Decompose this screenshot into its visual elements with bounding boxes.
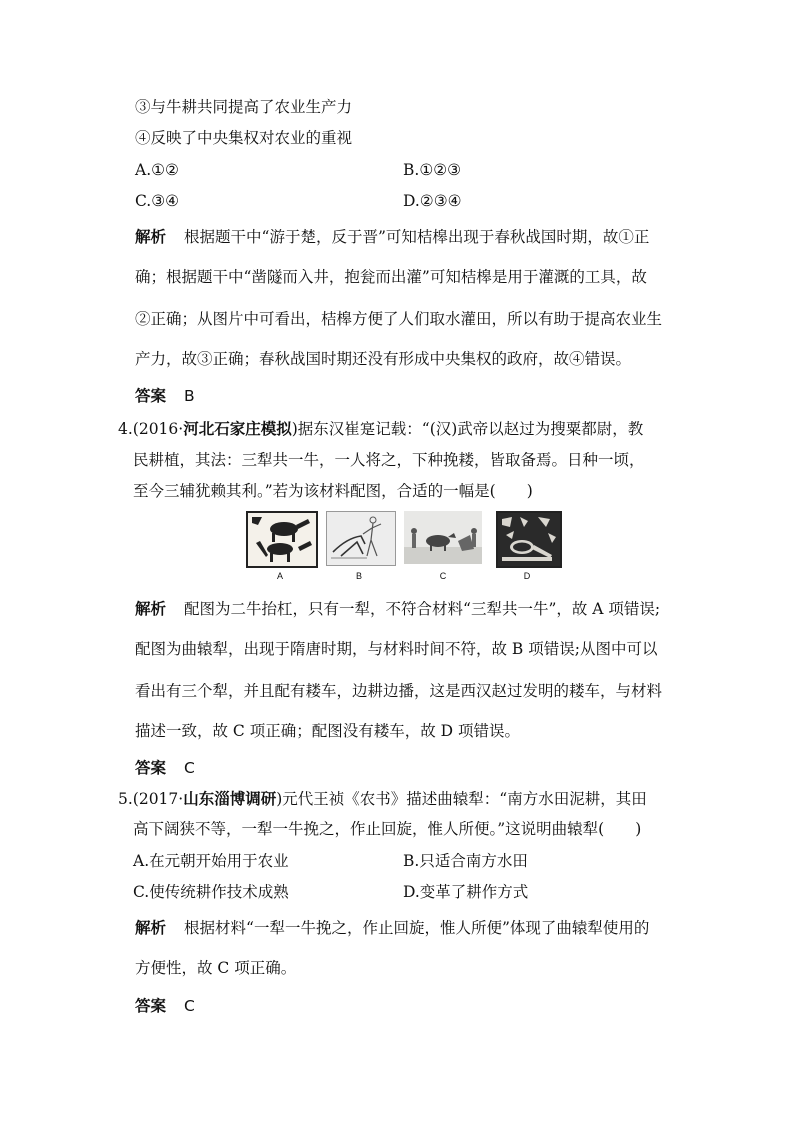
q5-option-d: D.变革了耕作方式 xyxy=(403,883,529,901)
q3-analysis-line-3: ②正确；从图片中可看出，桔槔方便了人们取水灌田，所以有助于提高农业生 xyxy=(135,310,663,328)
q5-number: 5.(2017· xyxy=(118,790,184,808)
answer-label: 答案 xyxy=(135,387,167,405)
image-option-c xyxy=(404,511,482,564)
q5-analysis-line-1 xyxy=(135,918,649,938)
q4-analysis-line-4: 描述一致，故 C 项正确；配图没有耧车，故 D 项错误。 xyxy=(135,722,520,740)
q4-stem-line-2: 民耕植，其法：三犁共一牛，一人将之，下种挽耧，皆取备焉。日种一顷， xyxy=(133,451,645,469)
q5-stem-line-2: 高下阔狭不等，一犁一牛挽之，作止回旋，惟人所便。”这说明曲辕犁( ) xyxy=(133,820,642,838)
q5-source: 山东淄博调研 xyxy=(183,789,277,808)
q5-option-b: B.只适合南方水田 xyxy=(403,852,528,870)
q3-option-a: A.①② xyxy=(135,161,179,179)
q4-image-options xyxy=(246,511,561,581)
q3-option-b: B.①②③ xyxy=(403,161,462,179)
image-label-b: B xyxy=(355,571,362,581)
q3-analysis-line-2: 确；根据题干中“凿隧而入井，抱瓮而出灌”可知桔槔是用于灌溉的工具，故 xyxy=(135,268,647,286)
q4-answer-value: C xyxy=(184,759,195,777)
q4-stem-line-3: 至今三辅犹赖其利。”若为该材料配图，合适的一幅是( ) xyxy=(133,482,533,500)
ox-seed-drill-icon xyxy=(404,511,482,564)
mural-ox-plow-icon xyxy=(498,513,560,566)
image-option-a xyxy=(246,511,318,568)
q3-item4: ④反映了中央集权对农业的重视 xyxy=(135,129,353,147)
q5-stem-text-1: )元代王祯《农书》描述曲辕犁：“南方水田泥耕，其田 xyxy=(276,790,647,808)
curved-plow-icon xyxy=(327,512,395,565)
q4-source: 河北石家庄模拟 xyxy=(183,419,292,438)
q3-analysis-line-1 xyxy=(135,227,649,247)
image-label-c: C xyxy=(439,571,447,581)
q4-number: 4.(2016· xyxy=(118,420,184,438)
q5-analysis-text-1: 根据材料“一犁一牛挽之，作止回旋，惟人所便”体现了曲辕犁使用的 xyxy=(184,919,650,937)
q3-analysis-line-4: 产力，故③正确；春秋战国时期还没有形成中央集权的政府，故④错误。 xyxy=(135,350,632,368)
q4-stem-line-1 xyxy=(118,419,643,439)
q5-answer-value: C xyxy=(184,997,195,1015)
image-label-d: D xyxy=(523,571,531,581)
q3-item3: ③与牛耕共同提高了农业生产力 xyxy=(135,98,353,116)
q4-analysis-line-2: 配图为曲辕犁，出现于隋唐时期，与材料时间不符，故 B 项错误;从图中可以 xyxy=(135,640,658,658)
q3-answer-value: B xyxy=(184,387,195,405)
q4-stem-text-1: )据东汉崔寔记载：“(汉)武帝以赵过为搜粟都尉，教 xyxy=(291,420,644,438)
analysis-label: 解析 xyxy=(135,919,167,937)
answer-label: 答案 xyxy=(135,759,167,777)
q4-analysis-text-1: 配图为二牛抬杠，只有一犁，不符合材料“三犁共一牛”，故 A 项错误; xyxy=(184,600,661,618)
q5-answer xyxy=(135,996,195,1016)
q3-option-c: C.③④ xyxy=(135,192,180,210)
analysis-label: 解析 xyxy=(135,600,167,618)
q5-option-c: C.使传统耕作技术成熟 xyxy=(133,883,289,901)
answer-label: 答案 xyxy=(135,997,167,1015)
q4-answer xyxy=(135,758,195,778)
q3-option-d: D.②③④ xyxy=(403,192,462,210)
q3-analysis-text-1: 根据题干中“游于楚，反于晋”可知桔槔出现于春秋战国时期，故①正 xyxy=(184,228,650,246)
q4-analysis-line-3: 看出有三个犁，并且配有耧车，边耕边播，这是西汉赵过发明的耧车，与材料 xyxy=(135,682,663,700)
image-label-a: A xyxy=(276,571,283,581)
analysis-label: 解析 xyxy=(135,228,167,246)
q4-analysis-line-1 xyxy=(135,599,660,619)
q5-stem-line-1 xyxy=(118,789,647,809)
q5-analysis-line-2: 方便性，故 C 项正确。 xyxy=(135,959,297,977)
two-oxen-plow-icon xyxy=(248,513,316,566)
image-option-b xyxy=(326,511,396,566)
q3-answer xyxy=(135,386,195,406)
image-option-d xyxy=(496,511,562,568)
q5-option-a: A.在元朝开始用于农业 xyxy=(133,852,289,870)
